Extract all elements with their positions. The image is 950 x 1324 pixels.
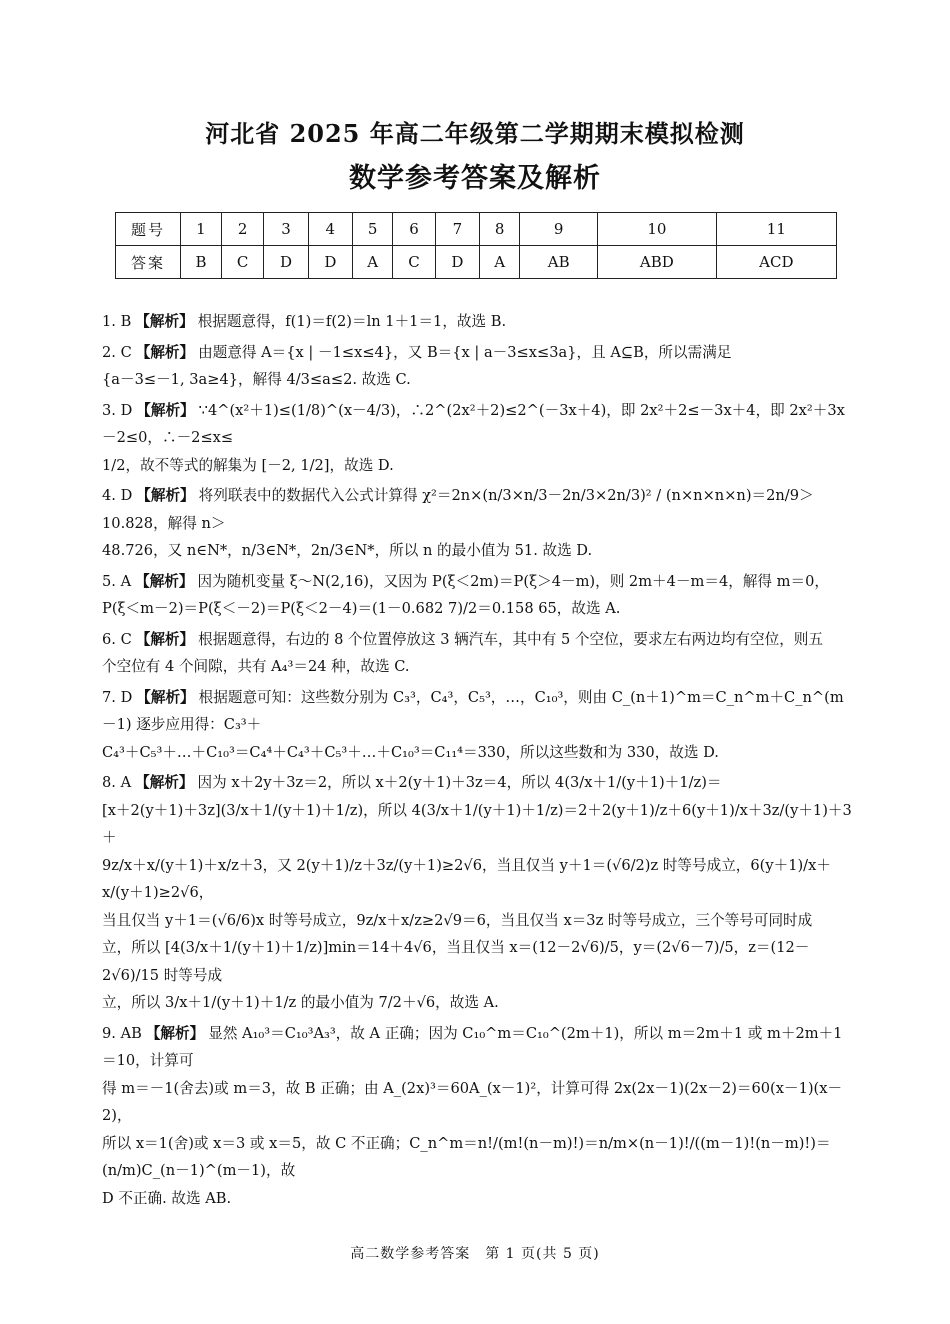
question-number-cell: 9	[520, 213, 598, 246]
solution-text: 48.726，又 n∈N*，n/3∈N*，2n/3∈N*，所以 n 的最小值为 51. 故选 D.	[102, 542, 593, 559]
solution-number: 2. C	[102, 343, 132, 361]
solution-line	[102, 797, 854, 852]
question-number-cell: 5	[352, 213, 392, 246]
solution-text: 显然 A₁₀³＝C₁₀³A₃³，故 A 正确；因为 C₁₀^m＝C₁₀^(2m＋1)，所以 m＝2m＋1 或 m＋2m＋1＝10，计算可	[102, 1024, 843, 1069]
solution-item	[102, 769, 854, 1017]
analysis-tag: 【解析】	[145, 1024, 205, 1042]
solution-text: 当且仅当 y＋1＝(√6/6)x 时等号成立，9z/x＋x/z≥2√9＝6，当且仅当 x＝3z 时等号成立，三个等号可同时成	[102, 911, 813, 929]
solution-text: 因为 x＋2y＋3z＝2，所以 x＋2(y＋1)＋3z＝4，所以 4(3/x＋1/(y＋1)＋1/z)＝	[197, 774, 722, 791]
question-number-cell: 1	[181, 213, 222, 246]
question-number-cell: 11	[716, 213, 836, 246]
row-label-answer: 答案	[116, 246, 181, 279]
solution-text: {a－3≤－1, 3a≥4}，解得 4/3≤a≤2. 故选 C.	[102, 371, 411, 388]
solution-line	[102, 907, 854, 935]
analysis-tag: 【解析】	[135, 572, 194, 590]
answer-cell: ACD	[716, 246, 836, 279]
question-number-cell: 7	[435, 213, 479, 246]
analysis-tag: 【解析】	[135, 343, 195, 361]
solution-line	[102, 452, 854, 480]
analysis-tag: 【解析】	[136, 401, 195, 419]
answer-cell: D	[435, 246, 479, 279]
solution-line	[102, 934, 854, 989]
answer-cell: ABD	[598, 246, 717, 279]
solution-text: 得 m＝－1(舍去)或 m＝3，故 B 正确；由 A_(2x)³＝60A_(x－1)²，计算可得 2x(2x－1)(2x－2)＝60(x－1)(x－2)，	[102, 1079, 843, 1124]
question-number-cell: 2	[221, 213, 263, 246]
row-label-number: 题号	[116, 213, 181, 246]
solution-line	[102, 339, 854, 367]
solution-number: 6. C	[102, 630, 132, 648]
solution-line	[102, 684, 854, 739]
answer-cell: C	[393, 246, 435, 279]
analysis-tag: 【解析】	[136, 688, 195, 706]
solution-text: 立，所以 3/x＋1/(y＋1)＋1/z 的最小值为 7/2＋√6，故选 A.	[102, 994, 499, 1011]
solution-text: 因为随机变量 ξ～N(2,16)，又因为 P(ξ＜2m)＝P(ξ＞4－m)，则 2m＋4－m＝4，解得 m＝0，	[197, 572, 829, 590]
answer-cell: AB	[520, 246, 598, 279]
solution-text: 根据题意得，f(1)＝f(2)＝ln 1＋1＝1，故选 B.	[197, 313, 507, 330]
page-footer: 高二数学参考答案 第 1 页(共 5 页)	[350, 1246, 600, 1262]
solution-number: 9. AB	[102, 1024, 142, 1042]
question-number-cell: 10	[598, 213, 717, 246]
analysis-tag: 【解析】	[136, 487, 195, 504]
solution-text: 所以 x＝1(舍)或 x＝3 或 x＝5，故 C 不正确；C_n^m＝n!/(m!(n－m)!)＝n/m×(n－1)!/((m－1)!(n－m)!)＝(n/m)C_(n－1)^(m－1)，故	[102, 1134, 831, 1179]
solution-item	[102, 308, 854, 336]
solution-line	[102, 1130, 854, 1185]
solution-text: D 不正确. 故选 AB.	[102, 1189, 232, 1207]
answer-table-number-row	[116, 213, 837, 246]
solution-item	[102, 626, 854, 681]
solution-line	[102, 397, 854, 452]
solution-item	[102, 568, 854, 623]
solution-line	[102, 769, 854, 797]
solution-line	[102, 568, 854, 596]
answer-cell: C	[221, 246, 263, 279]
solution-line	[102, 852, 854, 907]
question-number-cell: 3	[264, 213, 308, 246]
solution-line	[102, 366, 854, 394]
solution-line	[102, 482, 854, 537]
solution-line	[102, 1075, 854, 1130]
solution-text: 9z/x＋x/(y＋1)＋x/z＋3，又 2(y＋1)/z＋3z/(y＋1)≥2√6，当且仅当 y＋1＝(√6/2)z 时等号成立，6(y＋1)/x＋x/(y＋1)≥2√6，	[102, 856, 831, 901]
solution-text: 个空位有 4 个间隙，共有 A₄³＝24 种，故选 C.	[102, 658, 410, 675]
solution-item	[102, 397, 854, 480]
solution-text: P(ξ＜m－2)＝P(ξ＜－2)＝P(ξ＜2－4)＝(1－0.682 7)/2＝0.158 65，故选 A.	[102, 600, 621, 617]
solution-line	[102, 595, 854, 623]
solution-line	[102, 537, 854, 565]
solution-number: 1. B	[102, 313, 132, 330]
solution-number: 7. D	[102, 688, 133, 706]
solution-line	[102, 626, 854, 654]
solution-text: 根据题意得，右边的 8 个位置停放这 3 辆汽车，其中有 5 个空位，要求左右两边均有空位，则五	[198, 630, 823, 648]
solution-text: 将列联表中的数据代入公式计算得 χ²＝2n×(n/3×n/3－2n/3×2n/3)² / (n×n×n×n)＝2n/9＞10.828，解得 n＞	[102, 487, 814, 532]
solution-line	[102, 653, 854, 681]
solution-text: C₄³＋C₅³＋…＋C₁₀³＝C₄⁴＋C₄³＋C₅³＋…＋C₁₀³＝C₁₁⁴＝330，所以这些数和为 330，故选 D.	[102, 743, 719, 761]
solution-text: [x＋2(y＋1)＋3z](3/x＋1/(y＋1)＋1/z)，所以 4(3/x＋1/(y＋1)＋1/z)＝2＋2(y＋1)/z＋6(y＋1)/x＋3z/(y＋1)＋3＋	[102, 801, 852, 846]
solution-line	[102, 308, 854, 336]
answer-cell: A	[480, 246, 520, 279]
solution-number: 3. D	[102, 401, 133, 419]
answer-table	[115, 212, 837, 279]
solution-number: 5. A	[102, 572, 132, 590]
answer-cell: A	[352, 246, 392, 279]
solution-line	[102, 989, 854, 1017]
question-number-cell: 8	[480, 213, 520, 246]
answer-cell: B	[181, 246, 222, 279]
analysis-tag: 【解析】	[135, 630, 195, 648]
solution-item	[102, 482, 854, 565]
solution-item	[102, 339, 854, 394]
solution-line	[102, 1185, 854, 1213]
solution-text: 1/2，故不等式的解集为 [－2, 1/2]，故选 D.	[102, 456, 394, 474]
solution-text: ∵4^(x²＋1)≤(1/8)^(x－4/3)，∴2^(2x²＋2)≤2^(－3x＋4)，即 2x²＋2≤－3x＋4，即 2x²＋3x－2≤0，∴－2≤x≤	[102, 401, 845, 446]
solution-line	[102, 1020, 854, 1075]
analysis-tag: 【解析】	[135, 313, 194, 330]
analysis-tag: 【解析】	[135, 774, 194, 791]
question-number-cell: 4	[308, 213, 352, 246]
solution-text: 根据题意可知：这些数分别为 C₃³，C₄³，C₅³，…，C₁₀³，则由 C_(n＋1)^m＝C_n^m＋C_n^(m－1) 逐步应用得：C₃³＋	[102, 688, 844, 733]
solution-line	[102, 739, 854, 767]
document-title: 河北省 2025 年高二年级第二学期期末模拟检测	[205, 119, 745, 148]
solution-number: 8. A	[102, 774, 132, 791]
solution-item	[102, 1020, 854, 1213]
answer-cell: D	[308, 246, 352, 279]
solution-item	[102, 684, 854, 767]
solution-number: 4. D	[102, 487, 133, 504]
document-subtitle: 数学参考答案及解析	[349, 163, 601, 194]
question-number-cell: 6	[393, 213, 435, 246]
solutions-body	[102, 308, 854, 1215]
answer-table-answer-row	[116, 246, 837, 279]
solution-text: 由题意得 A＝{x | －1≤x≤4}，又 B＝{x | a－3≤x≤3a}，且 A⊆B，所以需满足	[198, 343, 732, 361]
answer-cell: D	[264, 246, 308, 279]
solution-text: 立，所以 [4(3/x＋1/(y＋1)＋1/z)]min＝14＋4√6，当且仅当 x＝(12－2√6)/5，y＝(2√6－7)/5，z＝(12－2√6)/15 时等号成	[102, 939, 810, 984]
